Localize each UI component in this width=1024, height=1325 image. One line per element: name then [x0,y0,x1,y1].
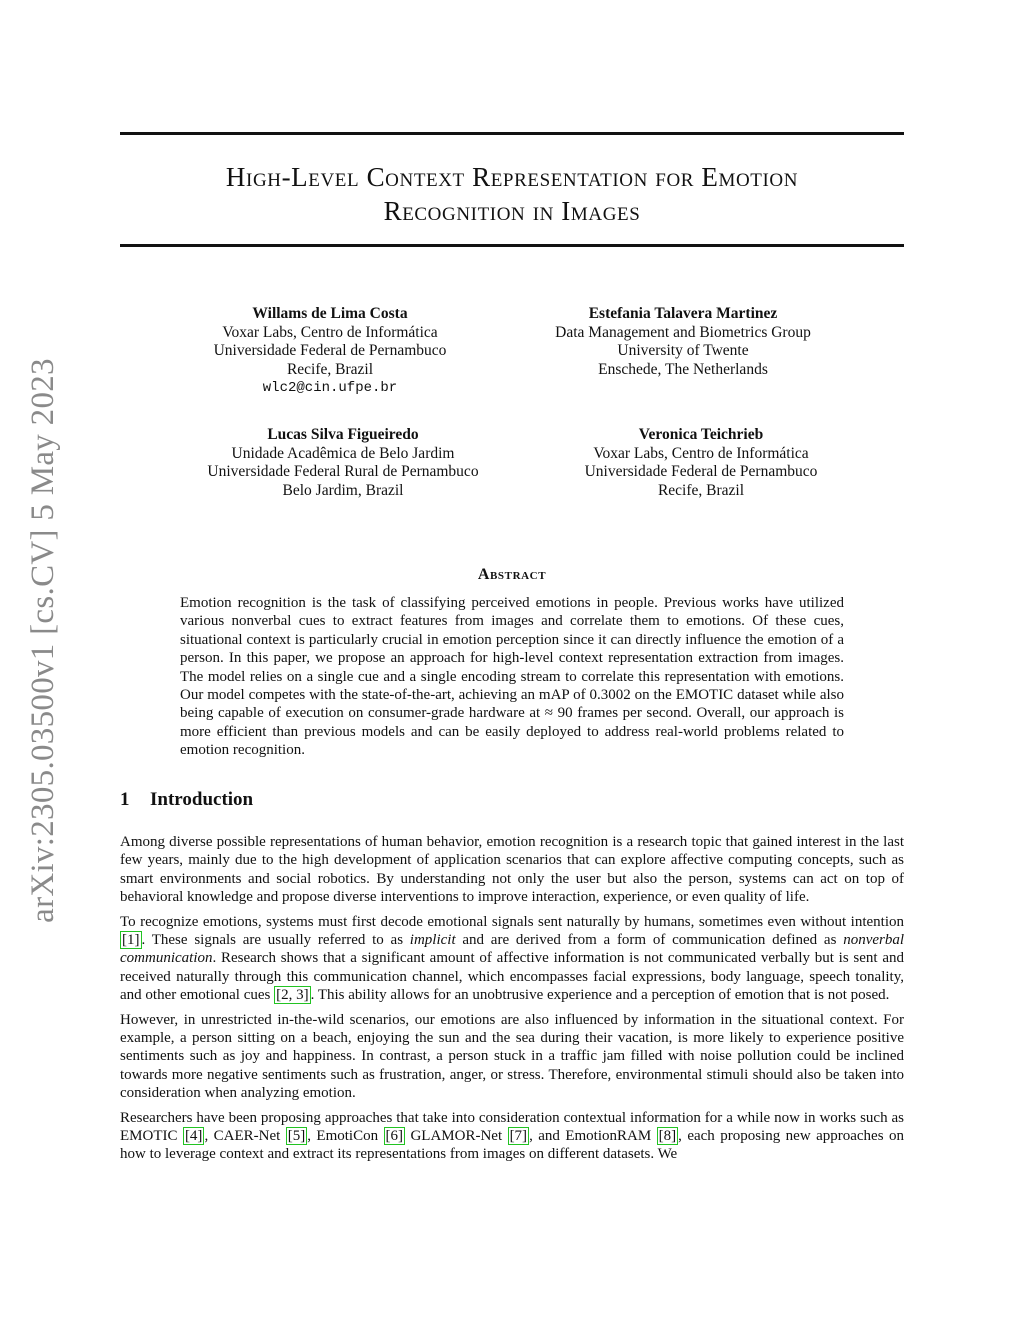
section-heading-introduction [120,789,904,811]
paragraph: However, in unrestricted in-the-wild scenarios, our emotions are also influenced by information in the situational context. For example, a person sitting on a beach, enjoying the sun and the sea during their vacation, is more likely to experience positive sentiments such as joy and happiness. In contrast, a person stuck in a traffic jam filled with noise pollution could be inclined towards more negative sentiments such as frustration, anger, or stress. Therefore, environmental stimuli should also be taken into consideration when analyzing emotion. [120,1011,904,1101]
author-name: Estefania Talavera Martinez [588,305,778,322]
abstract-heading: Abstract [477,566,547,583]
author-affiliation: Enschede, The Netherlands [598,360,768,378]
author-affiliation: Recife, Brazil [286,360,374,378]
paper-title-line-2: Recognition in Images [383,196,641,226]
citation-link[interactable]: [4] [184,1127,203,1144]
paragraph-text: , EmotiCon [307,1127,384,1144]
citation-link[interactable]: [1] [122,931,140,948]
introduction-body [120,833,904,1170]
citation-link[interactable]: [8] [658,1127,677,1144]
author-affiliation: Recife, Brazil [657,481,745,499]
section-title: Introduction [150,789,254,810]
paragraph-text: Researchers have been proposing approaches that take into consideration contextual information for a while now in works such as EMOTIC [120,1109,904,1144]
paragraph-text: . These signals are usually referred to as [141,931,410,948]
emphasis-text: implicit [409,931,456,948]
paper-title-line-1: High-Level Context Representation for Emotion [225,162,799,192]
paragraph-text: . This ability allows for an unobtrusive experience and a perception of emotion that is not posed. [310,986,890,1003]
author-block [153,426,533,500]
author-affiliation: Unidade Acadêmica de Belo Jardim [231,444,455,462]
author-name: Willams de Lima Costa [252,305,408,322]
paragraph-text: and are derived from a form of communication defined as [455,931,844,948]
citation-link[interactable]: [6] [385,1127,404,1144]
title-top-rule [120,132,904,135]
author-affiliation: Data Management and Biometrics Group [555,323,811,341]
citation-link[interactable]: [2, 3] [276,986,309,1003]
citation-link[interactable]: [5] [287,1127,306,1144]
paragraph-text: , and EmotionRAM [529,1127,657,1144]
arxiv-identifier-text: arXiv:2305.03500v1 [cs.CV] 5 May 2023 [24,357,61,923]
title-bottom-rule [120,244,904,247]
author-block [140,305,520,398]
author-email[interactable]: wlc2@cin.ufpe.br [262,380,398,396]
paragraph-text: , each proposing new approaches on how to leverage context and extract its representations from images on different datasets. We [120,1127,904,1163]
author-affiliation: Universidade Federal Rural de Pernambuco [207,463,479,480]
paragraph-text: , CAER-Net [204,1127,286,1144]
author-name: Lucas Silva Figueiredo [267,426,419,443]
author-block [493,305,873,379]
citation-link[interactable]: [7] [509,1127,528,1144]
paragraph [120,913,904,1004]
paragraph: Among diverse possible representations of human behavior, emotion recognition is a research topic that gained interest in the last few years, mainly due to the high development of application scenarios that can explore affective computing concepts, such as smart environments and social robotics. By understanding not only the user but also the person, systems can act on top of behavioral knowledge and propose diverse interventions to improve interaction, experience, or even quality of life. [120,834,904,905]
section-number: 1 [120,789,130,810]
author-affiliation: Universidade Federal de Pernambuco [213,342,447,359]
paragraph-text: GLAMOR-Net [405,1127,508,1144]
author-affiliation: Voxar Labs, Centro de Informática [593,444,809,462]
author-affiliation: Belo Jardim, Brazil [282,481,404,499]
paragraph [120,1109,904,1164]
author-name: Veronica Teichrieb [638,426,764,443]
author-block [511,426,891,500]
paper-title [120,160,904,228]
emphasis-text: nonverbal communication [120,931,905,967]
paragraph-text: To recognize emotions, systems must first decode emotional signals sent naturally by humans, sometimes even without intention [120,913,904,930]
arxiv-identifier [8,350,78,930]
author-affiliation: Voxar Labs, Centro de Informática [222,323,438,341]
abstract-text: Emotion recognition is the task of classifying perceived emotions in people. Previous works have utilized various nonverbal cues to extract features from images and correlate them to emotions. Of these cues, situational context is particularly crucial in emotion perception since it can directly influence the emotion of a person. In this paper, we propose an approach for high-level context representation extraction from images. The model relies on a single cue and a single encoding stream to correlate this representation with emotions. Our model competes with the state-of-the-art, achieving an mAP of 0.3002 on the EMOTIC dataset while also being capable of execution on consumer-grade hardware at ≈ 90 frames per second. Overall, our approach is more efficient than previous models and can be easily deployed to address real-world problems related to emotion recognition. [180,595,844,759]
author-affiliation: University of Twente [617,342,749,359]
author-affiliation: Universidade Federal de Pernambuco [584,463,818,480]
paragraph-text: . Research shows that a significant amount of affective information is not communicated verbally but is sent and received naturally through this communication channel, which encompasses facial expressions, body language, speech tonality, and other emotional cues [120,950,904,1003]
